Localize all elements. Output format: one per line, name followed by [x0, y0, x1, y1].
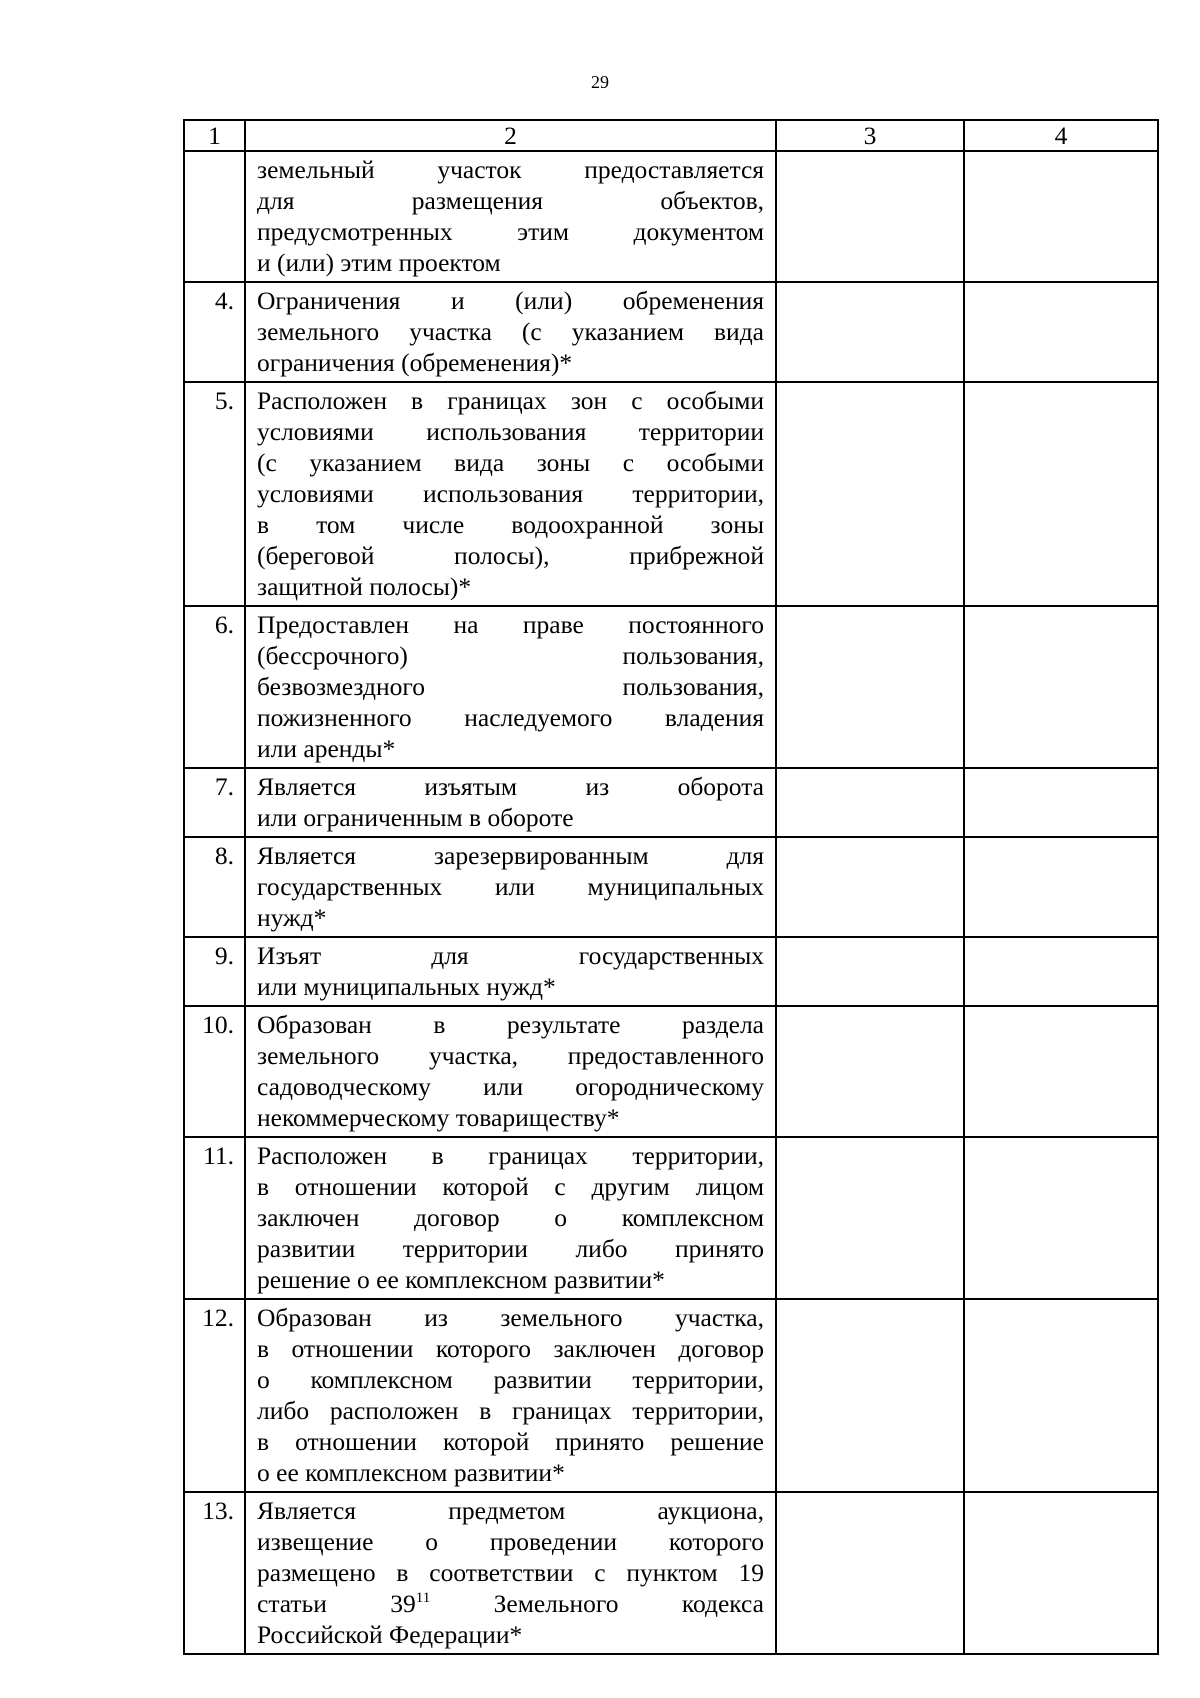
article-suffix: Земельного кодекса	[493, 1589, 765, 1618]
text-line: или муниципальных нужд*	[257, 972, 556, 1001]
text-line: Образован из земельного участка,	[257, 1303, 764, 1332]
text-line: решение о ее комплексном развитии*	[257, 1265, 665, 1294]
header-col-3: 3	[776, 120, 964, 151]
table-row	[184, 1492, 1158, 1654]
row-number: 5.	[184, 382, 245, 606]
text-line: либо расположен в границах территории,	[257, 1396, 764, 1425]
empty-cell-col-4	[964, 837, 1158, 937]
text-line: или аренды*	[257, 734, 396, 763]
text-line: государственных или муниципальных	[257, 872, 764, 901]
empty-cell-col-4	[964, 1137, 1158, 1299]
row-description	[245, 382, 776, 606]
text-line: Расположен в границах зон с особыми	[257, 386, 764, 415]
empty-cell-col-3	[776, 382, 964, 606]
article-number-superscript: 11	[415, 1590, 431, 1606]
text-line: в отношении которой принято решение	[257, 1427, 764, 1456]
row-number: 11.	[184, 1137, 245, 1299]
text-line: о ее комплексном развитии*	[257, 1458, 565, 1487]
header-col-2: 2	[245, 120, 776, 151]
empty-cell-col-3	[776, 937, 964, 1006]
empty-cell-col-4	[964, 1006, 1158, 1137]
text-line: о комплексном развитии территории,	[257, 1365, 764, 1394]
table-row	[184, 768, 1158, 837]
empty-cell-col-3	[776, 768, 964, 837]
text-line: условиями использования территории	[257, 417, 764, 446]
empty-cell-col-4	[964, 382, 1158, 606]
text-line: условиями использования территории,	[257, 479, 764, 508]
article-prefix: статьи	[257, 1589, 327, 1618]
text-line: защитной полосы)*	[257, 572, 472, 601]
text-line: заключен договор о комплексном	[257, 1203, 764, 1232]
table-row	[184, 837, 1158, 937]
row-number: 7.	[184, 768, 245, 837]
text-line: безвозмездного пользования,	[257, 672, 764, 701]
header-col-1: 1	[184, 120, 245, 151]
row-description	[245, 282, 776, 382]
text-line: Российской Федерации*	[257, 1620, 523, 1649]
row-number: 10.	[184, 1006, 245, 1137]
table-row	[184, 937, 1158, 1006]
row-number: 8.	[184, 837, 245, 937]
text-line: Является изъятым из оборота	[257, 772, 764, 801]
text-line: пожизненного наследуемого владения	[257, 703, 764, 732]
text-line: предусмотренных этим документом	[257, 217, 764, 246]
row-description	[245, 606, 776, 768]
text-line: в отношении которой с другим лицом	[257, 1172, 764, 1201]
text-line: садоводческому или огородническому	[257, 1072, 764, 1101]
empty-cell-col-4	[964, 282, 1158, 382]
empty-cell-col-3	[776, 606, 964, 768]
text-line: Ограничения и (или) обременения	[257, 286, 764, 315]
row-description	[245, 1006, 776, 1137]
text-line: земельного участка, предоставленного	[257, 1041, 764, 1070]
table-row	[184, 382, 1158, 606]
text-line: в том числе водоохранной зоны	[257, 510, 764, 539]
header-col-4: 4	[964, 120, 1158, 151]
row-number: 13.	[184, 1492, 245, 1654]
text-line: некоммерческому товариществу*	[257, 1103, 620, 1132]
empty-cell-col-4	[964, 937, 1158, 1006]
empty-cell-col-3	[776, 282, 964, 382]
table-row	[184, 606, 1158, 768]
text-line: земельный участок предоставляется	[257, 155, 764, 184]
text-line: (бессрочного) пользования,	[257, 641, 764, 670]
requirements-table	[183, 119, 1159, 1655]
text-line: (береговой полосы), прибрежной	[257, 541, 764, 570]
empty-cell-col-3	[776, 1299, 964, 1492]
row-description	[245, 837, 776, 937]
empty-cell-col-3	[776, 1492, 964, 1654]
empty-cell-col-4	[964, 768, 1158, 837]
empty-cell-col-4	[964, 151, 1158, 282]
text-line: ограничения (обременения)*	[257, 348, 573, 377]
text-line: развитии территории либо принято	[257, 1234, 764, 1263]
row-description	[245, 1299, 776, 1492]
row-description	[245, 1137, 776, 1299]
text-line: или ограниченным в обороте	[257, 803, 574, 832]
page-number: 29	[591, 72, 609, 92]
text-line: Образован в результате раздела	[257, 1010, 764, 1039]
text-line: Является зарезервированным для	[257, 841, 764, 870]
empty-cell-col-4	[964, 1492, 1158, 1654]
text-line: Является предметом аукциона,	[257, 1496, 764, 1525]
text-line: нужд*	[257, 903, 327, 932]
article-reference-line	[257, 1588, 764, 1619]
text-line: Изъят для государственных	[257, 941, 764, 970]
empty-cell-col-3	[776, 1006, 964, 1137]
table-row	[184, 1299, 1158, 1492]
empty-cell-col-3	[776, 837, 964, 937]
row-number: 9.	[184, 937, 245, 1006]
text-line: в отношении которого заключен договор	[257, 1334, 764, 1363]
text-line: для размещения объектов,	[257, 186, 764, 215]
article-number-main: 39	[390, 1589, 416, 1618]
table-row	[184, 1006, 1158, 1137]
row-number: 6.	[184, 606, 245, 768]
text-line: земельного участка (с указанием вида	[257, 317, 764, 346]
text-line: размещено в соответствии с пунктом 19	[257, 1558, 764, 1587]
empty-cell-col-4	[964, 1299, 1158, 1492]
row-description	[245, 768, 776, 837]
empty-cell-col-4	[964, 606, 1158, 768]
text-line: и (или) этим проектом	[257, 248, 501, 277]
row-number: 12.	[184, 1299, 245, 1492]
table-row	[184, 1137, 1158, 1299]
row-description	[245, 937, 776, 1006]
table-header-row	[184, 120, 1158, 151]
row-number: 4.	[184, 282, 245, 382]
text-line: извещение о проведении которого	[257, 1527, 764, 1556]
empty-cell-col-3	[776, 151, 964, 282]
table-row	[184, 151, 1158, 282]
row-description	[245, 1492, 776, 1654]
row-number	[184, 151, 245, 282]
table-row	[184, 282, 1158, 382]
row-description	[245, 151, 776, 282]
text-line: Расположен в границах территории,	[257, 1141, 764, 1170]
empty-cell-col-3	[776, 1137, 964, 1299]
text-line: Предоставлен на праве постоянного	[257, 610, 764, 639]
article-number	[390, 1589, 430, 1618]
text-line: (с указанием вида зоны с особыми	[257, 448, 764, 477]
